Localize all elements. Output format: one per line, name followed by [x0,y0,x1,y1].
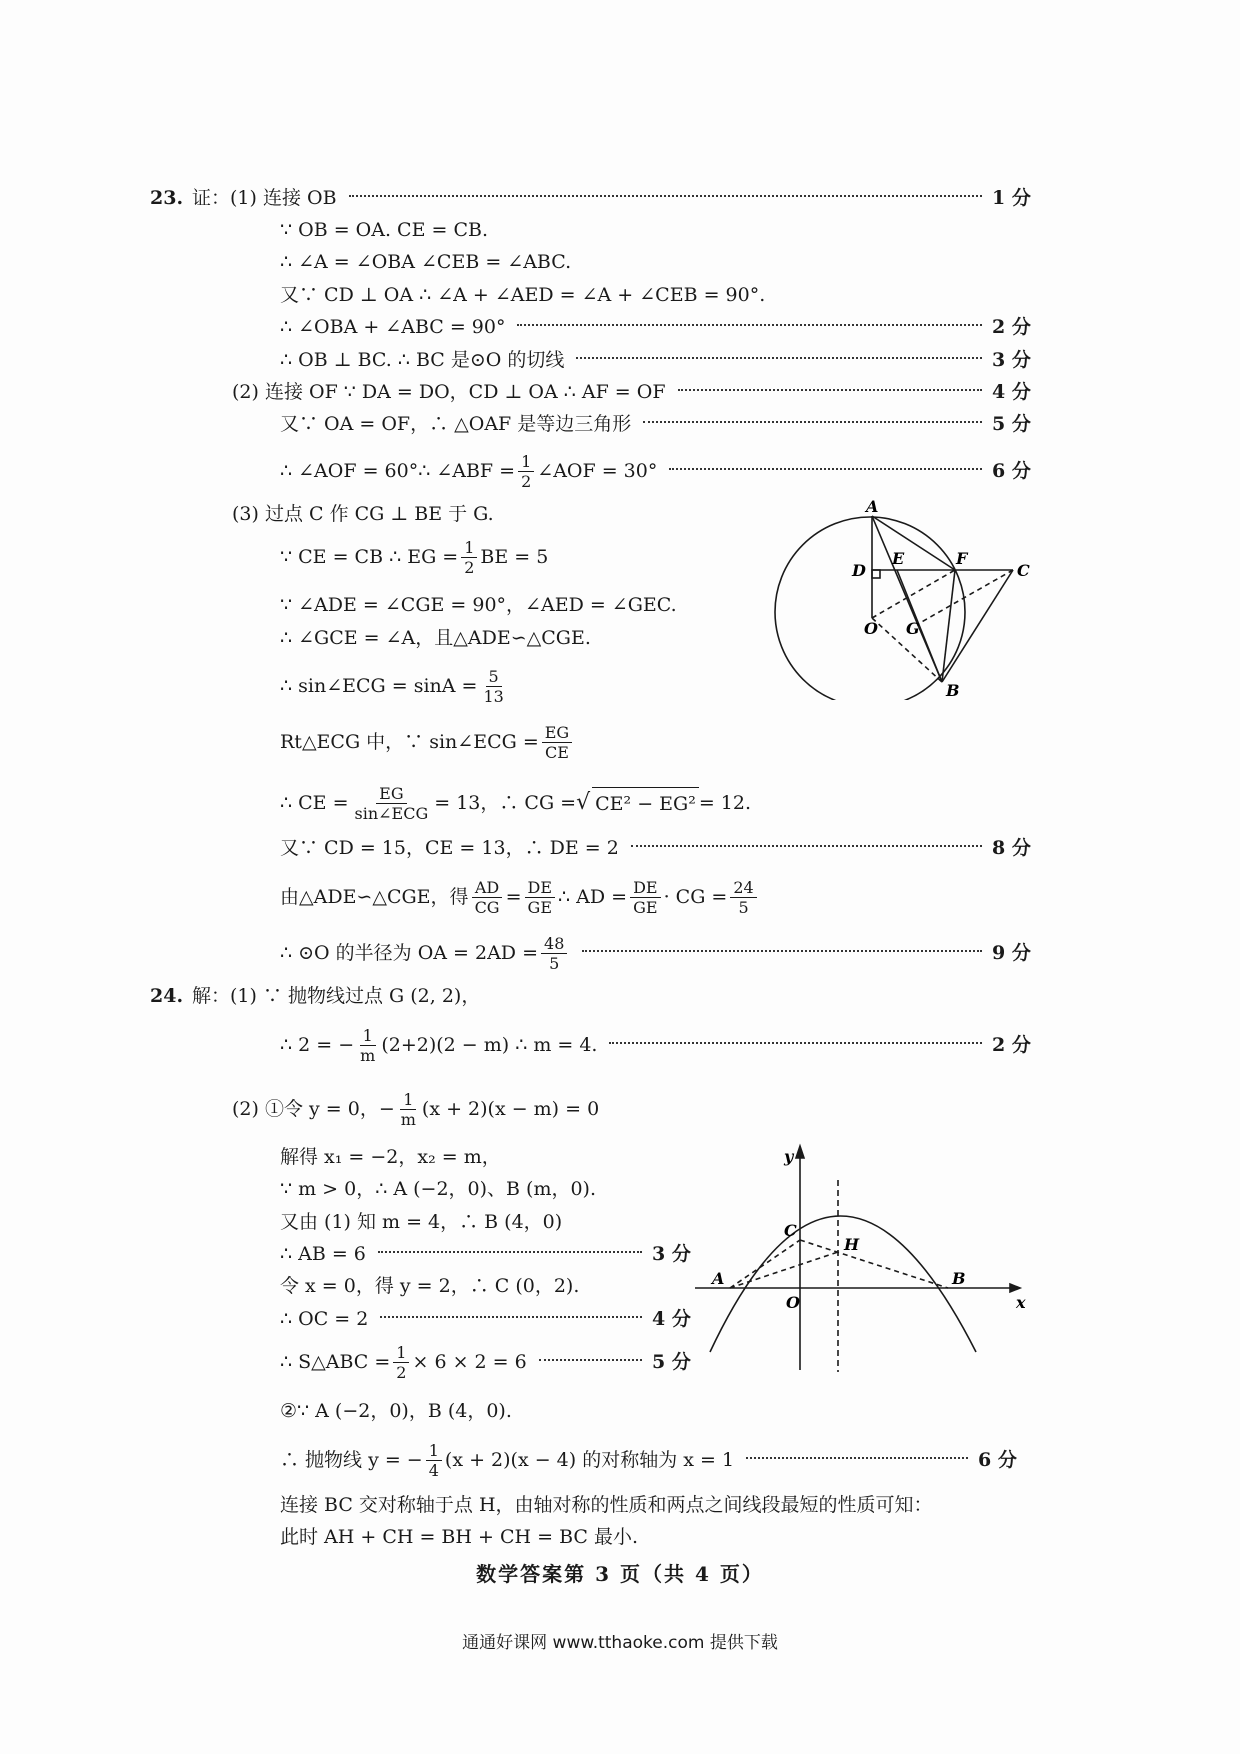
q23-line-15: Rt△ECG 中，∵ sin∠ECG = $\frac{EG}{CE}$ [280,720,740,764]
score-4: 4 分 [992,381,1031,403]
dot-leader [643,421,982,423]
score-q24-5: 5 分 [652,1351,691,1373]
dot-leader [669,468,982,470]
q24-line-2: ∴ 2 = − $\frac{1}{m}$ (2+2)(2 − m) ∴ m = 4. 2 分 [280,1022,1040,1068]
label-F: F [956,549,968,568]
label-E: E [892,549,905,568]
fraction-de-ge-2: $\frac{DE}{GE}$ [630,878,661,917]
parabola-curve [710,1216,976,1352]
dot-leader [678,389,982,391]
q23-line-7: (2) 连接 OF ∵ DA = DO，CD ⊥ OA ∴ AF = OF 4 分 [232,376,1040,408]
q24-number: 24. [150,985,184,1007]
q23-line-14: ∴ sin∠ECG = sinA = $\frac{5}{13}$ [280,664,740,708]
label-G: G [906,619,920,638]
dot-leader [582,950,982,952]
q23-line-4: 又∵ CD ⊥ OA ∴ ∠A + ∠AED = ∠A + ∠CEB = 90°. [280,284,766,306]
dot-leader [378,1251,642,1253]
score-5: 5 分 [992,413,1031,435]
fraction-1-4: $\frac{1}{4}$ [426,1441,442,1480]
q24-line-6: 又由 (1) 知 m = 4，∴ B (4，0) [280,1211,563,1233]
score-6: 6 分 [992,460,1031,482]
q23-line-10: (3) 过点 C 作 CG ⊥ BE 于 G. [232,503,494,525]
fraction-1-2: $\frac{1}{2}$ [393,1343,409,1382]
q24-line-9: ∴ OC = 2 4 分 [280,1303,700,1335]
q23-line-19: ∴ ⊙O 的半径为 OA = 2AD = $\frac{48}{5}$ 9 分 [280,930,1040,976]
fraction-half: $\frac{1}{2}$ [518,452,534,491]
score-2: 2 分 [992,316,1031,338]
fraction-ad-cg: $\frac{AD}{CG}$ [472,878,503,917]
label-A: A [712,1269,725,1288]
dot-leader [349,195,982,197]
q24-line-12: ∴ 抛物线 y = − $\frac{1}{4}$ (x + 2)(x − 4) 的对称轴为 x = 1 6 分 [280,1437,1026,1483]
q23-line-2: ∵ OB = OA. CE = CB. [280,219,488,241]
line-af [872,516,955,570]
score-1: 1 分 [992,187,1031,209]
dot-leader [517,324,982,326]
label-B: B [952,1269,966,1288]
q24-line-3: (2) ①令 y = 0，− $\frac{1}{m}$ (x + 2)(x − m) = 0 [232,1089,600,1129]
q24-line-13: 连接 BC 交对称轴于点 H，由轴对称的性质和两点之间线段最短的性质可知： [280,1494,933,1516]
q23-line-9: ∴ ∠AOF = 60°∴ ∠ABF = $\frac{1}{2}$ ∠AOF = 30° 6 分 [280,450,1040,492]
dot-leader [631,845,982,847]
q23-line-18: 由△ADE∽△CGE，得 $\frac{AD}{CG}$ = $\frac{DE}{GE}$ ∴ AD = $\frac{DE}{GE}$ · CG = $\frac{24}{5}$ [280,874,1040,920]
line-cb [800,1240,948,1288]
dot-leader [576,357,982,359]
q23-line-5: ∴ ∠OBA + ∠ABC = 90° 2 分 [280,311,1040,343]
fraction-1-m-2: $\frac{1}{m}$ [400,1089,416,1129]
score-9: 9 分 [992,942,1031,964]
dot-leader [746,1457,968,1459]
q24-line-10: ∴ S△ABC = $\frac{1}{2}$ × 6 × 2 = 6 5 分 [280,1340,700,1384]
radical-sign: √ [576,790,591,815]
label-A: A [866,500,879,516]
y-axis-arrow [796,1146,804,1158]
q24-line-7: ∴ AB = 6 3 分 [280,1238,700,1270]
q23-line-16: ∴ CE = $\frac{EG}{\text{sin∠ECG}}$ = 13，∴ CG = √ CE² − EG² = 12. [280,783,752,823]
score-q24-3: 3 分 [652,1243,691,1265]
x-axis-arrow [1010,1284,1020,1292]
download-credit: 通通好课网 www.tthaoke.com 提供下载 [462,1633,778,1653]
right-angle-d [872,570,880,578]
fraction-24-5: $\frac{24}{5}$ [730,878,756,917]
q24-line-1: 24. 解：(1) ∵ 抛物线过点 G (2, 2)， [0,980,1040,1012]
q23-line-3: ∴ ∠A = ∠OBA ∠CEB = ∠ABC. [280,251,572,273]
q23-line-13: ∴ ∠GCE = ∠A，且△ADE∽△CGE. [280,627,591,649]
label-H: H [844,1235,860,1254]
line-ac [730,1240,800,1288]
fraction-de-ge: $\frac{DE}{GE}$ [525,878,556,917]
fraction-sin-ecg: $\frac{EG}{CE}$ [542,723,572,762]
score-8: 8 分 [992,837,1031,859]
score-q24-4: 4 分 [652,1308,691,1330]
q24-line-14: 此时 AH + CH = BH + CH = BC 最小. [280,1526,639,1548]
label-y: y [784,1147,794,1166]
q23-line-1: 23. 证：(1) 连接 OB 1 分 [0,182,1040,214]
score-q24-6: 6 分 [978,1449,1017,1471]
fraction-1-m: $\frac{1}{m}$ [360,1025,376,1065]
label-O: O [864,619,878,638]
dot-leader [609,1042,982,1044]
q24-line-4: 解得 x₁ = −2，x₂ = m， [280,1146,501,1168]
q23-line-8: 又∵ OA = OF，∴ △OAF 是等边三角形 5 分 [280,408,1040,440]
circle-figure [760,500,1050,700]
q23-line-12: ∵ ∠ADE = ∠CGE = 90°，∠AED = ∠GEC. [280,594,677,616]
q24-line-8: 令 x = 0，得 y = 2，∴ C (0，2). [280,1275,580,1297]
label-x: x [1016,1293,1026,1312]
fraction-sinA: $\frac{5}{13}$ [483,666,504,706]
label-C: C [1017,561,1030,580]
q24-line-5: ∵ m > 0，∴ A (−2，0)、B (m，0). [280,1178,597,1200]
score-3: 3 分 [992,349,1031,371]
fraction-ce: $\frac{EG}{\text{sin∠ECG}}$ [354,783,429,823]
line-ah [730,1252,838,1288]
label-O: O [786,1293,800,1312]
q23-line-11: ∵ CE = CB ∴ EG = $\frac{1}{2}$ BE = 5 [280,537,549,577]
page-footer-title: 数学答案第 3 页（共 4 页） [476,1562,764,1586]
q23-line-17: 又∵ CD = 15，CE = 13，∴ DE = 2 8 分 [280,832,1040,864]
circle-o [775,517,965,700]
q23-line-6: ∴ OB ⊥ BC. ∴ BC 是⊙O 的切线 3 分 [280,344,1040,376]
label-B: B [946,681,960,700]
dot-leader [380,1316,642,1318]
fraction-half-2: $\frac{1}{2}$ [461,538,477,577]
dot-leader [539,1359,642,1361]
q24-line-11: ②∵ A (−2，0)，B (4，0). [280,1400,512,1422]
score-q24-2: 2 分 [992,1034,1031,1056]
fraction-48-5: $\frac{48}{5}$ [541,934,567,973]
q23-number: 23. [150,187,184,209]
parabola-figure [690,1140,1030,1380]
label-C: C [784,1221,797,1240]
label-D: D [852,561,866,580]
